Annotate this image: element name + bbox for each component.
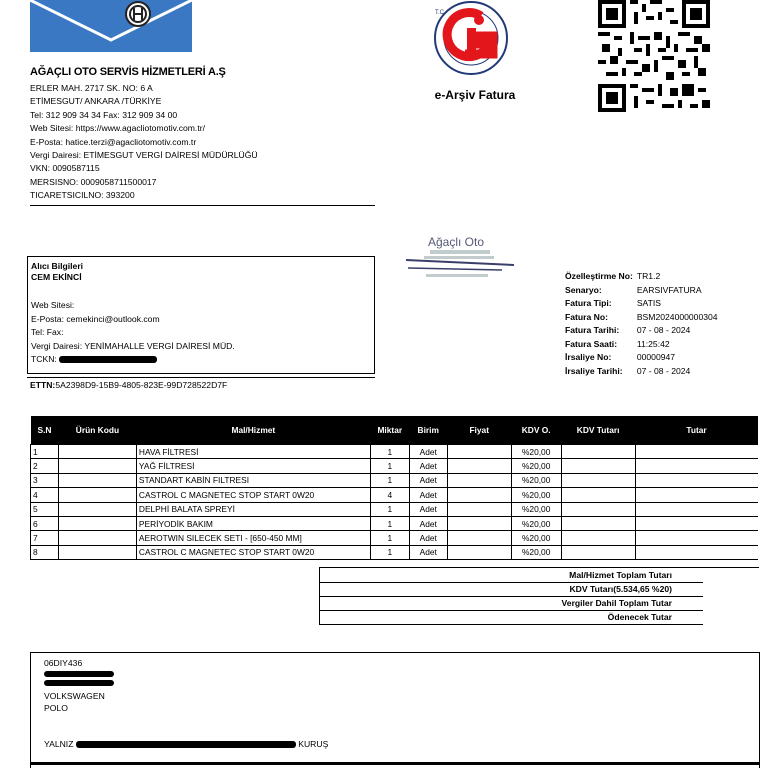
cell-name: HAVA FİLTRESİ bbox=[136, 445, 370, 459]
buyer-details bbox=[31, 299, 235, 367]
vehicle-model: POLO bbox=[44, 703, 68, 713]
meta-row bbox=[565, 324, 718, 338]
cell-vat-amount bbox=[561, 545, 635, 559]
cell-price bbox=[447, 502, 511, 516]
cell-name: CASTROL C MAGNETEC STOP START 0W20 bbox=[136, 545, 370, 559]
buyer-info-box bbox=[27, 256, 375, 374]
cell-vat-amount bbox=[561, 516, 635, 530]
ettn-label: ETTN: bbox=[30, 380, 56, 390]
ettn-row bbox=[30, 380, 227, 390]
cell-qty: 1 bbox=[370, 502, 409, 516]
cell-unit: Adet bbox=[409, 516, 447, 530]
redaction-bar bbox=[44, 680, 114, 686]
cell-total bbox=[635, 545, 758, 559]
cell-sn: 2 bbox=[31, 459, 59, 473]
ettn-value: 5A2398D9-15B9-4805-823E-99D728522D7F bbox=[55, 380, 228, 390]
seller-website: Web Sitesi: https://www.agacliotomotiv.com.tr/ bbox=[30, 123, 205, 134]
cell-price bbox=[447, 545, 511, 559]
cell-total bbox=[635, 531, 758, 545]
payable-label: Ödenecek Tutar bbox=[607, 612, 672, 622]
meta-label: Fatura No: bbox=[565, 311, 608, 322]
cell-code bbox=[58, 502, 136, 516]
cell-price bbox=[447, 516, 511, 530]
cell-total bbox=[635, 445, 758, 459]
meta-value: EARSIVFATURA bbox=[636, 284, 702, 295]
seller-info bbox=[30, 82, 258, 203]
meta-value: BSM2024000000304 bbox=[636, 311, 718, 322]
cell-vat: %20,00 bbox=[511, 516, 561, 530]
qr-code bbox=[598, 0, 710, 112]
notes-box bbox=[30, 652, 760, 768]
table-row bbox=[31, 502, 759, 516]
redaction-bar bbox=[44, 671, 114, 677]
cell-vat: %20,00 bbox=[511, 459, 561, 473]
cell-code bbox=[58, 545, 136, 559]
cell-vat: %20,00 bbox=[511, 545, 561, 559]
redaction-bar bbox=[59, 356, 157, 363]
cell-sn: 7 bbox=[31, 531, 59, 545]
cell-total bbox=[635, 502, 758, 516]
buyer-heading: Alıcı Bilgileri bbox=[31, 261, 84, 271]
cell-price bbox=[447, 445, 511, 459]
seller-address-line2: ETİMESGUT/ ANKARA /TÜRKİYE bbox=[30, 96, 162, 107]
buyer-tckn-label: TCKN: bbox=[31, 354, 57, 364]
cell-code bbox=[58, 531, 136, 545]
amount-prefix: YALNIZ bbox=[44, 739, 74, 749]
buyer-name: CEM EKİNCİ bbox=[31, 272, 82, 282]
totals-divider bbox=[320, 624, 703, 625]
meta-value: 11:25:42 bbox=[636, 338, 670, 349]
buyer-tckn bbox=[31, 353, 235, 367]
buyer-email: E-Posta: cemekinci@outlook.com bbox=[31, 313, 160, 324]
table-row bbox=[31, 516, 759, 530]
cell-unit: Adet bbox=[409, 488, 447, 502]
col-header: KDV Tutarı bbox=[561, 416, 635, 445]
meta-label: İrsaliye No: bbox=[565, 352, 612, 362]
cell-vat-amount bbox=[561, 531, 635, 545]
seller-trade-registry: TICARETSICILNO: 393200 bbox=[30, 190, 135, 201]
seller-tax-office: Vergi Dairesi: ETİMESGUT VERGİ DAİRESİ MÜDÜRLÜĞÜ bbox=[30, 150, 258, 161]
cell-unit: Adet bbox=[409, 502, 447, 516]
cell-vat: %20,00 bbox=[511, 531, 561, 545]
bottom-border bbox=[30, 762, 760, 768]
cell-qty: 1 bbox=[370, 445, 409, 459]
cell-vat-amount bbox=[561, 459, 635, 473]
meta-label: Fatura Tarihi: bbox=[565, 325, 620, 335]
cell-name: DELPHİ BALATA SPREYİ bbox=[136, 502, 370, 516]
svg-text:T.C.: T.C. bbox=[435, 10, 446, 16]
cell-price bbox=[447, 488, 511, 502]
table-row bbox=[31, 545, 759, 559]
buyer-header bbox=[31, 261, 83, 283]
seller-vkn: VKN: 0090587115 bbox=[30, 163, 100, 174]
company-stamp bbox=[402, 232, 520, 286]
col-header: KDV O. bbox=[511, 416, 561, 445]
buyer-tax-office: Vergi Dairesi: YENİMAHALLE VERGİ DAİRESİ MÜD. bbox=[31, 340, 235, 351]
seller-mersis: MERSISNO: 0009058711500017 bbox=[30, 176, 157, 187]
goods-total-label: Mal/Hizmet Toplam Tutarı bbox=[569, 570, 672, 580]
vehicle-brand: VOLKSWAGEN bbox=[44, 691, 105, 701]
meta-row bbox=[565, 351, 718, 365]
col-header: Ürün Kodu bbox=[58, 416, 136, 445]
table-row bbox=[31, 531, 759, 545]
meta-label: İrsaliye Tarihi: bbox=[565, 365, 623, 376]
cell-name: YAĞ FİLTRESİ bbox=[136, 459, 370, 473]
cell-sn: 1 bbox=[31, 445, 59, 459]
ettn-divider bbox=[27, 377, 375, 378]
meta-value: 00000947 bbox=[636, 352, 676, 362]
cell-qty: 4 bbox=[370, 488, 409, 502]
cell-price bbox=[447, 473, 511, 487]
cell-vat: %20,00 bbox=[511, 473, 561, 487]
meta-row bbox=[565, 297, 718, 311]
cell-sn: 3 bbox=[31, 473, 59, 487]
table-row bbox=[31, 488, 759, 502]
cell-name: STANDART KABİN FILTRESI bbox=[136, 473, 370, 487]
cell-code bbox=[58, 459, 136, 473]
seller-phone: Tel: 312 909 34 34 Fax: 312 909 34 00 bbox=[30, 109, 178, 120]
gib-logo bbox=[415, 0, 527, 88]
stamp-text: Ağaçlı Oto bbox=[428, 235, 485, 249]
cell-sn: 8 bbox=[31, 545, 59, 559]
totals-divider bbox=[320, 596, 703, 597]
meta-row bbox=[565, 311, 718, 325]
cell-code bbox=[58, 488, 136, 502]
cell-unit: Adet bbox=[409, 531, 447, 545]
cell-sn: 5 bbox=[31, 502, 59, 516]
cell-price bbox=[447, 531, 511, 545]
cell-total bbox=[635, 459, 758, 473]
col-header: Miktar bbox=[370, 416, 409, 445]
col-header: S.N bbox=[31, 416, 59, 445]
cell-vat-amount bbox=[561, 445, 635, 459]
cell-total bbox=[635, 473, 758, 487]
cell-total bbox=[635, 488, 758, 502]
cell-unit: Adet bbox=[409, 473, 447, 487]
meta-row bbox=[565, 284, 718, 298]
totals-divider bbox=[320, 610, 703, 611]
buyer-website: Web Sitesi: bbox=[31, 300, 75, 310]
col-header: Tutar bbox=[635, 416, 758, 445]
seller-email: E-Posta: hatice.terzi@agacliotomotiv.com.tr bbox=[30, 136, 197, 147]
meta-label: Fatura Saati: bbox=[565, 338, 618, 349]
col-header: Fiyat bbox=[447, 416, 511, 445]
seller-logo bbox=[30, 0, 192, 52]
cell-vat-amount bbox=[561, 502, 635, 516]
buyer-phone: Tel: Fax: bbox=[31, 327, 64, 337]
meta-value: SATIS bbox=[636, 298, 662, 308]
cell-qty: 1 bbox=[370, 545, 409, 559]
header-divider bbox=[30, 205, 375, 206]
cell-sn: 4 bbox=[31, 488, 59, 502]
cell-price bbox=[447, 459, 511, 473]
tax-incl-total-label: Vergiler Dahil Toplam Tutar bbox=[561, 598, 672, 608]
meta-label: Senaryo: bbox=[565, 284, 602, 295]
meta-row bbox=[565, 270, 718, 284]
document-title: e-Arşiv Fatura bbox=[434, 88, 516, 102]
cell-vat: %20,00 bbox=[511, 488, 561, 502]
meta-label: Özelleştirme No: bbox=[565, 271, 633, 281]
cell-vat-amount bbox=[561, 473, 635, 487]
table-row bbox=[31, 445, 759, 459]
cell-unit: Adet bbox=[409, 445, 447, 459]
amount-in-words bbox=[44, 739, 328, 749]
cell-name: PERİYODİK BAKIM bbox=[136, 516, 370, 530]
vehicle-plate: 06DIY436 bbox=[44, 658, 83, 668]
seller-address-line1: ERLER MAH. 2717 SK. NO: 6 A bbox=[30, 83, 153, 93]
table-row bbox=[31, 473, 759, 487]
cell-sn: 6 bbox=[31, 516, 59, 530]
table-row bbox=[31, 459, 759, 473]
meta-value: 07 - 08 - 2024 bbox=[636, 365, 691, 376]
meta-value: 07 - 08 - 2024 bbox=[636, 325, 691, 335]
meta-row bbox=[565, 338, 718, 352]
vat-total-label: KDV Tutarı(5.534,65 %20) bbox=[569, 584, 672, 594]
totals-box bbox=[319, 567, 759, 625]
cell-qty: 1 bbox=[370, 531, 409, 545]
cell-code bbox=[58, 445, 136, 459]
cell-qty: 1 bbox=[370, 473, 409, 487]
redaction-bar bbox=[76, 741, 296, 748]
seller-name: AĞAÇLI OTO SERVİS HİZMETLERİ A.Ş bbox=[30, 66, 226, 78]
cell-name: AEROTWIN SILECEK SETI - [650-450 MM] bbox=[136, 531, 370, 545]
cell-code bbox=[58, 516, 136, 530]
meta-value: TR1.2 bbox=[636, 271, 661, 281]
meta-row bbox=[565, 365, 718, 379]
table-header-row bbox=[31, 416, 759, 445]
items-table bbox=[30, 416, 758, 560]
redaction-line bbox=[44, 677, 114, 687]
cell-qty: 1 bbox=[370, 516, 409, 530]
cell-vat: %20,00 bbox=[511, 445, 561, 459]
cell-unit: Adet bbox=[409, 545, 447, 559]
invoice-meta bbox=[565, 270, 718, 378]
cell-code bbox=[58, 473, 136, 487]
cell-unit: Adet bbox=[409, 459, 447, 473]
cell-name: CASTROL C MAGNETEC STOP START 0W20 bbox=[136, 488, 370, 502]
col-header: Birim bbox=[409, 416, 447, 445]
cell-vat-amount bbox=[561, 488, 635, 502]
cell-vat: %20,00 bbox=[511, 502, 561, 516]
totals-divider bbox=[320, 582, 703, 583]
meta-label: Fatura Tipi: bbox=[565, 298, 612, 308]
cell-total bbox=[635, 516, 758, 530]
col-header: Mal/Hizmet bbox=[136, 416, 370, 445]
amount-suffix: KURUŞ bbox=[298, 739, 329, 749]
cell-qty: 1 bbox=[370, 459, 409, 473]
